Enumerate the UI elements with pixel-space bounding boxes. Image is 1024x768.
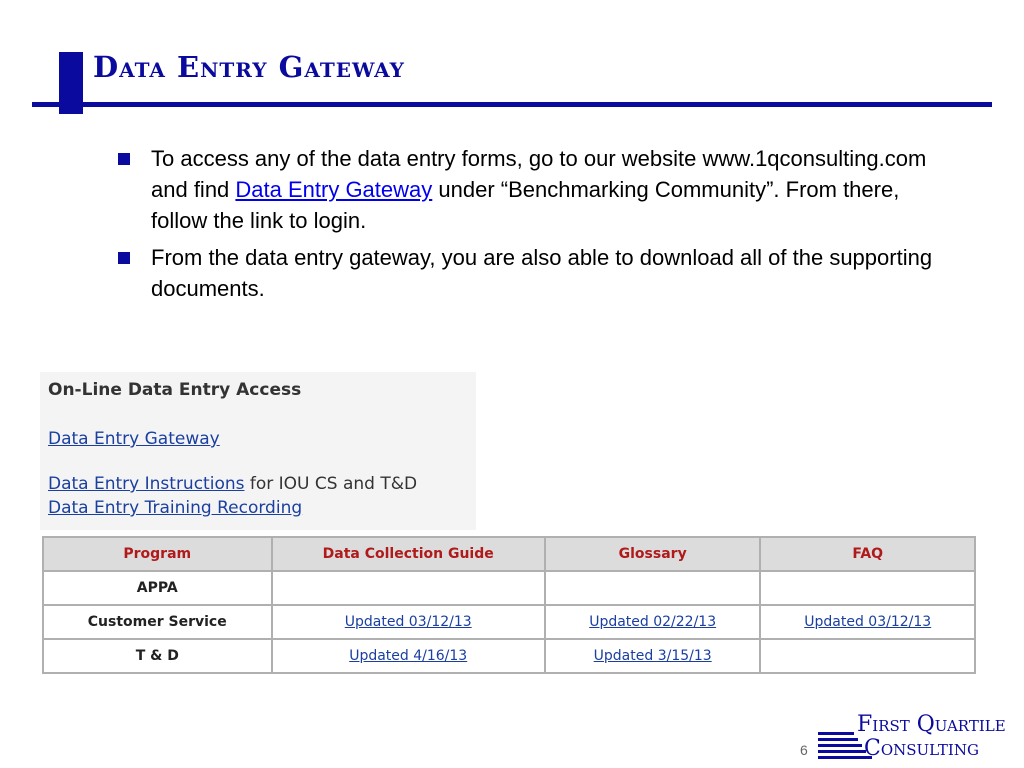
square-bullet-icon xyxy=(118,252,130,264)
logo-bar-icon xyxy=(818,732,854,735)
bullet-text: From the data entry gateway, you are also able to download all of the supporting documents. xyxy=(151,245,933,301)
program-cell: T & D xyxy=(43,639,272,673)
empty-cell xyxy=(760,639,975,673)
panel-gateway-link[interactable]: Data Entry Gateway xyxy=(48,429,220,449)
bullet-item xyxy=(118,242,958,304)
empty-cell xyxy=(760,571,975,605)
logo-bar-icon xyxy=(818,750,866,753)
glossary-cell xyxy=(545,605,761,639)
training-row xyxy=(48,498,302,518)
instructions-row xyxy=(48,474,417,494)
page-number: 6 xyxy=(800,742,808,758)
empty-cell xyxy=(272,571,545,605)
col-header-faq: FAQ xyxy=(760,537,975,571)
bullet-item xyxy=(118,143,958,236)
panel-heading: On-Line Data Entry Access xyxy=(48,380,302,400)
online-access-panel xyxy=(40,372,476,530)
bullet-text-before: To access any of the data entry forms, go to our website www.1qconsulting.com and find xyxy=(151,146,927,202)
bullet-text-after: under “Benchmarking Community”. From there, follow the link to login. xyxy=(151,177,900,233)
td-glossary-link[interactable]: Updated 3/15/13 xyxy=(593,648,712,664)
td-guide-link[interactable]: Updated 4/16/13 xyxy=(349,648,468,664)
cs-guide-link[interactable]: Updated 03/12/13 xyxy=(344,614,472,630)
col-header-data-collection-guide: Data Collection Guide xyxy=(272,537,545,571)
table-row xyxy=(43,571,975,605)
square-bullet-icon xyxy=(118,153,130,165)
title-underline-rule xyxy=(32,102,992,107)
logo-bar-icon xyxy=(818,744,862,747)
logo-text-line1: First Quartile xyxy=(857,712,1006,737)
training-recording-link[interactable]: Data Entry Training Recording xyxy=(48,498,303,518)
cs-glossary-link[interactable]: Updated 02/22/13 xyxy=(589,614,717,630)
program-cell: APPA xyxy=(43,571,272,605)
bullet-list xyxy=(118,143,958,310)
company-logo xyxy=(818,712,1024,764)
faq-cell xyxy=(760,605,975,639)
data-entry-gateway-link[interactable]: Data Entry Gateway xyxy=(235,177,433,202)
instructions-suffix: for IOU CS and T&D xyxy=(244,474,418,494)
documents-table xyxy=(42,536,976,674)
guide-cell xyxy=(272,639,545,673)
cs-faq-link[interactable]: Updated 03/12/13 xyxy=(804,614,932,630)
col-header-program: Program xyxy=(43,537,272,571)
glossary-cell xyxy=(545,639,761,673)
instructions-link[interactable]: Data Entry Instructions xyxy=(48,474,245,494)
table-row xyxy=(43,639,975,673)
col-header-glossary: Glossary xyxy=(545,537,761,571)
empty-cell xyxy=(545,571,761,605)
table-header-row xyxy=(43,537,975,571)
program-cell: Customer Service xyxy=(43,605,272,639)
guide-cell xyxy=(272,605,545,639)
logo-text-line2: Consulting xyxy=(864,736,979,761)
page-title: Data Entry Gateway xyxy=(93,50,405,84)
logo-bar-icon xyxy=(818,738,858,741)
gateway-row xyxy=(48,429,220,449)
table-row xyxy=(43,605,975,639)
